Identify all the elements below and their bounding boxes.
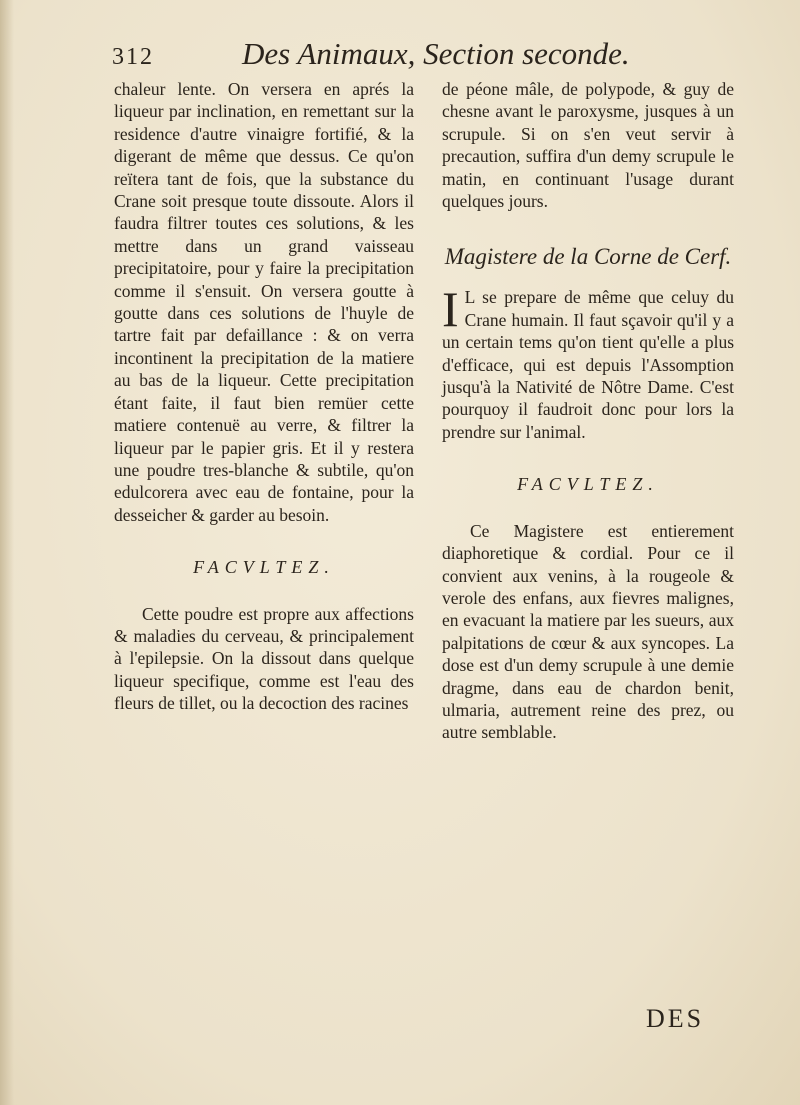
drop-cap: I — [442, 281, 459, 338]
page-number: 312 — [112, 44, 154, 70]
left-paragraph-1: chaleur lente. On versera en aprés la liqueur par inclination, en remettant sur la residence d'autre vinaigre fortifié, & la digerant de même que dessus. Ce qu'on reïtera tant de fois, que la substance du Crane soit presque toute dissoute. Alors il faudra filtrer toutes ces solutions, & les mettre dans un grand vaisseau precipitatoire, pour y faire la precipitation comme il s'ensuit. On versera goutte à goutte dans ces solutions de l'huyle de tartre fait par defaillance : & on verra incontinent la precipitation de la matiere au bas de la liqueur. Cette precipitation étant faite, il faut bien remüer cette matiere contenuë au verre, & filtrer la liqueur par le papier gris. Et il y restera une poudre tres-blanche & subtile, qu'on edulcorera avec eau de fontaine, pour la desseicher & garder au besoin. — [114, 79, 414, 525]
left-facultez-heading: FACVLTEZ. — [193, 557, 335, 578]
left-column — [114, 78, 414, 715]
right-paragraph-1: de péone mâle, de polypode, & guy de chesne avant le paroxysme, jusques à un scrupule. Si on s'en veut servir à precaution, suffira d'un demy scrupule le matin, en continuant l'usage durant quelques jours. — [442, 79, 734, 212]
right-paragraph-2-text: L se prepare de même que celuy du Crane humain. Il faut sçavoir qu'il y a un certain tems qu'on tient qu'elle a plus d'efficace, qui est depuis l'Assomption jusqu'à la Nativité de Nôtre Dame. C'est pourquoy il faudroit donc pour lors la prendre sur l'animal. — [442, 287, 734, 442]
page-edge-shadow — [0, 0, 14, 1105]
right-facultez-heading: FACVLTEZ. — [517, 474, 659, 495]
catchword: DES — [646, 1004, 705, 1033]
right-paragraph-3: Ce Magistere est entierement diaphoretique & cordial. Pour ce il convient aux venins, à la rougeole & verole des enfans, aux fievres malignes, en evacuant la matiere par les sueurs, aux palpitations de cœur & aux syncopes. La dose est d'un demy scrupule à une demie dragme, dans eau de chardon benit, ulmaria, autrement reine des prez, ou autre semblable. — [442, 520, 734, 743]
section-heading: Magistere de la Corne de Cerf. — [444, 244, 732, 270]
running-title: Des Animaux, Section seconde. — [242, 36, 630, 71]
right-column — [442, 78, 734, 744]
page-header — [112, 36, 752, 80]
right-paragraph-2 — [442, 281, 734, 443]
left-paragraph-2: Cette poudre est propre aux affections & maladies du cerveau, & principalement à l'epilepsie. On la dissout dans quelque liqueur specifique, comme est l'eau des fleurs de tillet, ou la decoction des racines — [114, 603, 414, 714]
